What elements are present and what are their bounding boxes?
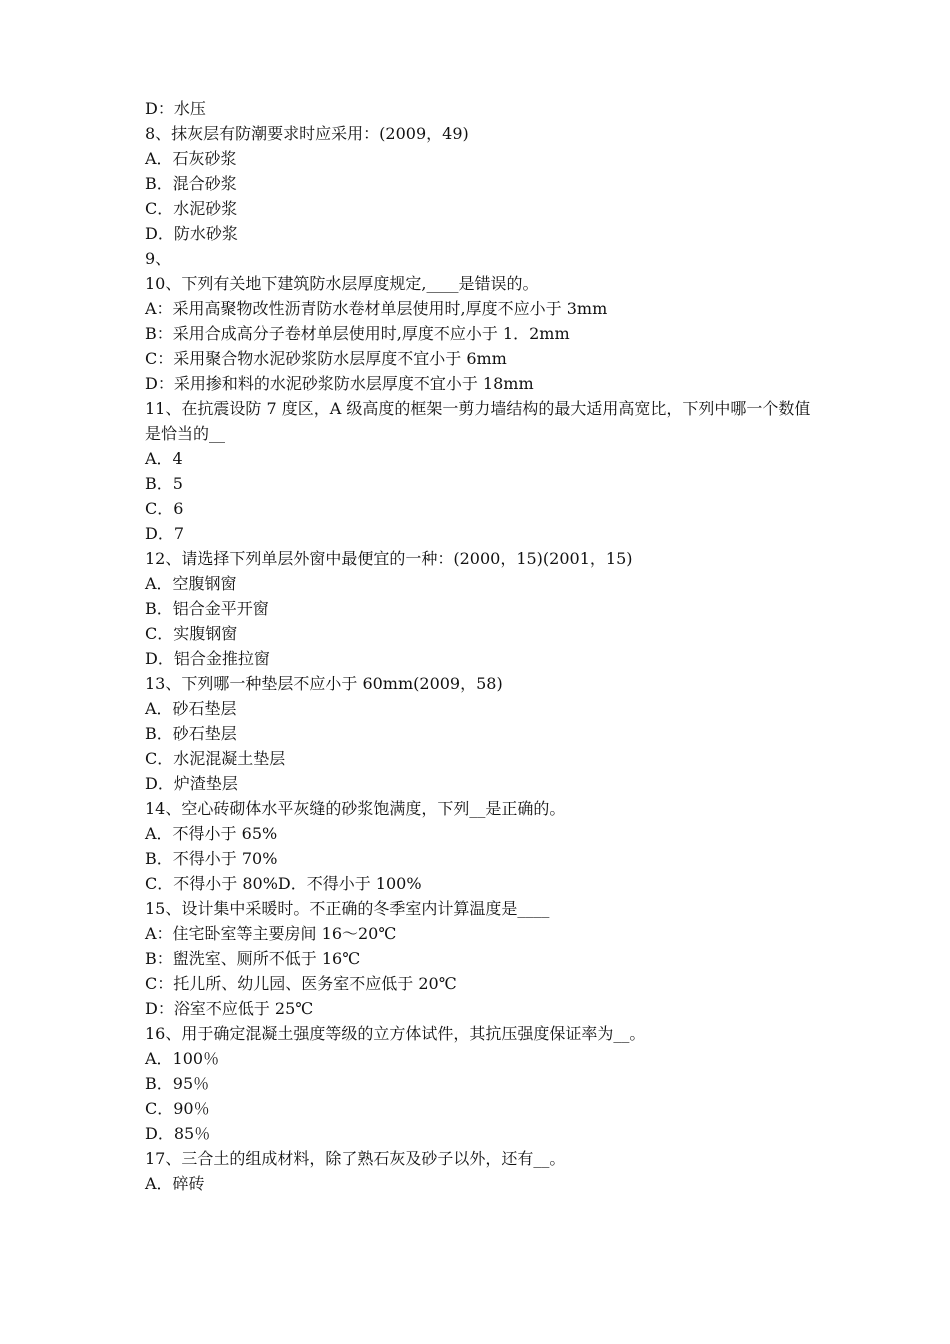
option-line: C．6 <box>145 499 184 518</box>
option-line: A．石灰砂浆 <box>145 149 237 168</box>
question-line: 17、三合土的组成材料，除了熟石灰及砂子以外，还有__。 <box>145 1149 566 1168</box>
option-line: B．混合砂浆 <box>145 174 237 193</box>
option-line: C：托儿所、幼儿园、医务室不应低于 20℃ <box>145 974 457 993</box>
option-line: B：盥洗室、厕所不低于 16℃ <box>145 949 361 968</box>
option-line: C．实腹钢窗 <box>145 624 238 643</box>
option-line: D．7 <box>145 524 185 543</box>
option-line: A．砂石垫层 <box>145 699 237 718</box>
option-line: B．95％ <box>145 1074 210 1093</box>
option-line: B．砂石垫层 <box>145 724 237 743</box>
question-line: 14、空心砖砌体水平灰缝的砂浆饱满度，下列__是正确的。 <box>145 799 566 818</box>
option-line: C．不得小于 80%D．不得小于 100% <box>145 874 422 893</box>
option-line: C．水泥砂浆 <box>145 199 238 218</box>
option-line: A．碎砖 <box>145 1174 205 1193</box>
option-line: B．5 <box>145 474 183 493</box>
option-line: A．4 <box>145 449 183 468</box>
option-line: D．炉渣垫层 <box>145 774 238 793</box>
question-line: 13、下列哪一种垫层不应小于 60mm(2009，58) <box>145 674 503 693</box>
question-line: 11、在抗震设防 7 度区，A 级高度的框架一剪力墙结构的最大适用高宽比，下列中哪一个数值是恰当的__ <box>145 399 811 443</box>
question-line: 15、设计集中采暖时。不正确的冬季室内计算温度是____ <box>145 899 550 918</box>
document-page <box>145 96 825 1196</box>
option-line: D．防水砂浆 <box>145 224 238 243</box>
option-line: B：采用合成高分子卷材单层使用时,厚度不应小于 1．2mm <box>145 324 570 343</box>
option-line: D．85％ <box>145 1124 211 1143</box>
option-line: D：浴室不应低于 25℃ <box>145 999 314 1018</box>
option-line: D：采用掺和料的水泥砂浆防水层厚度不宜小于 18mm <box>145 374 534 393</box>
option-line: A：住宅卧室等主要房间 16～20℃ <box>145 924 397 943</box>
option-line: A：采用高聚物改性沥青防水卷材单层使用时,厚度不应小于 3mm <box>145 299 608 318</box>
option-line: B．不得小于 70% <box>145 849 278 868</box>
option-line: D．铝合金推拉窗 <box>145 649 270 668</box>
question-line: 8、抹灰层有防潮要求时应采用：(2009，49) <box>145 124 469 143</box>
question-line: 16、用于确定混凝土强度等级的立方体试件，其抗压强度保证率为__。 <box>145 1024 646 1043</box>
option-line: B．铝合金平开窗 <box>145 599 269 618</box>
question-line: 9、 <box>145 249 172 268</box>
option-line: C：采用聚合物水泥砂浆防水层厚度不宜小于 6mm <box>145 349 507 368</box>
option-line: D：水压 <box>145 99 206 118</box>
option-line: A．不得小于 65% <box>145 824 278 843</box>
option-line: C．水泥混凝土垫层 <box>145 749 286 768</box>
option-line: C．90％ <box>145 1099 210 1118</box>
option-line: A．100％ <box>145 1049 220 1068</box>
question-line: 12、请选择下列单层外窗中最便宜的一种：(2000，15)(2001，15) <box>145 549 633 568</box>
question-line: 10、下列有关地下建筑防水层厚度规定,____是错误的。 <box>145 274 539 293</box>
option-line: A．空腹钢窗 <box>145 574 237 593</box>
